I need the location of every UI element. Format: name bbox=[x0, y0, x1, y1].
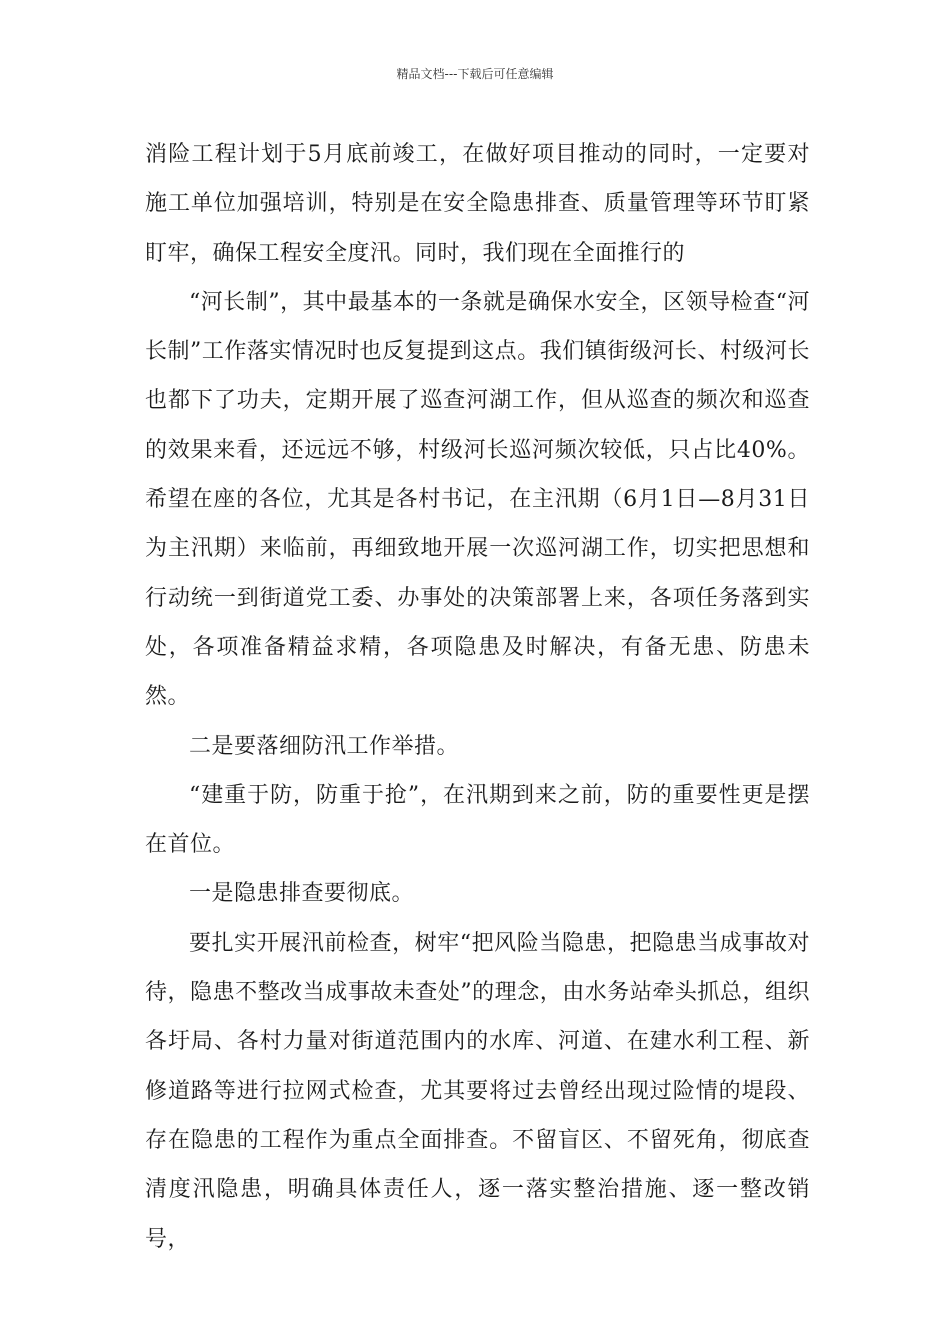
paragraph-3: 二是要落细防汛工作举措。 bbox=[189, 733, 460, 759]
paragraph-2: “河长制”，其中最基本的一条就是确保水安全，区领导检查“河长制”工作落实情况时也反复提到这点。我们镇街级河长、村级河长也都下了功夫，定期开展了巡查河湖工作，但从巡查的频次和巡查的效果来看，还远远不够，村级河长巡河频次较低，只占比40%。希望在座的各位，尤其是各村书记，在主汛期（6月1日—8月31日为主汛期）来临前，再细致地开展一次巡河湖工作，切实把思想和行动统一到街道党工委、办事处的决策部署上来，各项任务落到实处，各项准备精益求精，各项隐患及时解决，有备无患、防患未然。 bbox=[145, 289, 810, 710]
paragraph-5: 一是隐患排查要彻底。 bbox=[189, 881, 415, 907]
page-header: 精品文档---下载后可任意编辑 bbox=[396, 67, 554, 81]
paragraph-4: “建重于防，防重于抢”，在汛期到来之前，防的重要性更是摆在首位。 bbox=[145, 782, 810, 858]
document-body bbox=[145, 130, 810, 1264]
paragraph-6: 要扎实开展汛前检查，树牢“把风险当隐患，把隐患当成事故对待，隐患不整改当成事故未查处”的理念，由水务站牵头抓总，组织各圩局、各村力量对街道范围内的水库、河道、在建水利工程、新修道路等进行拉网式检查，尤其要将过去曾经出现过险情的堤段、存在隐患的工程作为重点全面排查。不留盲区、不留死角，彻底查清度汛隐患，明确具体责任人，逐一落实整治措施、逐一整改销号， bbox=[145, 930, 810, 1252]
paragraph-1: 消险工程计划于5月底前竣工，在做好项目推动的同时，一定要对施工单位加强培训，特别是在安全隐患排查、质量管理等环节盯紧盯牢，确保工程安全度汛。同时，我们现在全面推行的 bbox=[145, 142, 810, 266]
